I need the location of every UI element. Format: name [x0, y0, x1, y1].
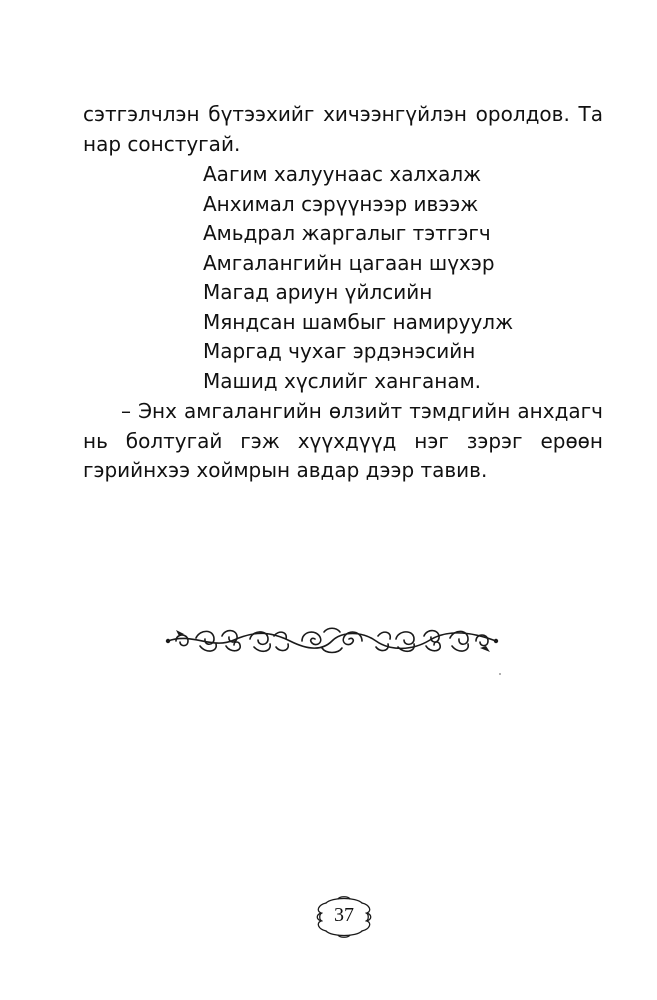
poem-line: Анхимал сэрүүнээр ивээж — [203, 191, 479, 216]
poem-line: Амгалангийн цагаан шүхэр — [203, 250, 495, 275]
intro-paragraph: сэтгэлчлэн бүтээхийг хичээнгүйлэн оролдов. Та нар сонстугай. — [83, 102, 603, 156]
page-number-frame — [312, 895, 376, 939]
print-speck — [499, 673, 501, 675]
poem-line: Машид хүслийг ханганам. — [203, 368, 482, 393]
poem — [203, 160, 603, 396]
closing-paragraph: – Энх амгалангийн өлзийт тэмдгийн анхдагч нь болтугай гэж хүүхдүүд нэг зэрэг ерөөн гэрийнхээ хоймрын авдар дээр тавив. — [83, 399, 603, 482]
poem-line: Амьдрал жаргалыг тэтгэгч — [203, 221, 491, 245]
poem-line: Мяндсан шамбыг намируулж — [203, 309, 514, 334]
poem-line: Маргад чухаг эрдэнэсийн — [203, 339, 476, 363]
page-number: 37 — [334, 904, 354, 926]
body-text — [83, 100, 603, 486]
poem-line: Магад ариун үйлсийн — [203, 280, 433, 304]
cloud-scroll-ornament-icon — [162, 618, 502, 664]
poem-line: Аагим халуунаас халхалж — [203, 162, 482, 186]
